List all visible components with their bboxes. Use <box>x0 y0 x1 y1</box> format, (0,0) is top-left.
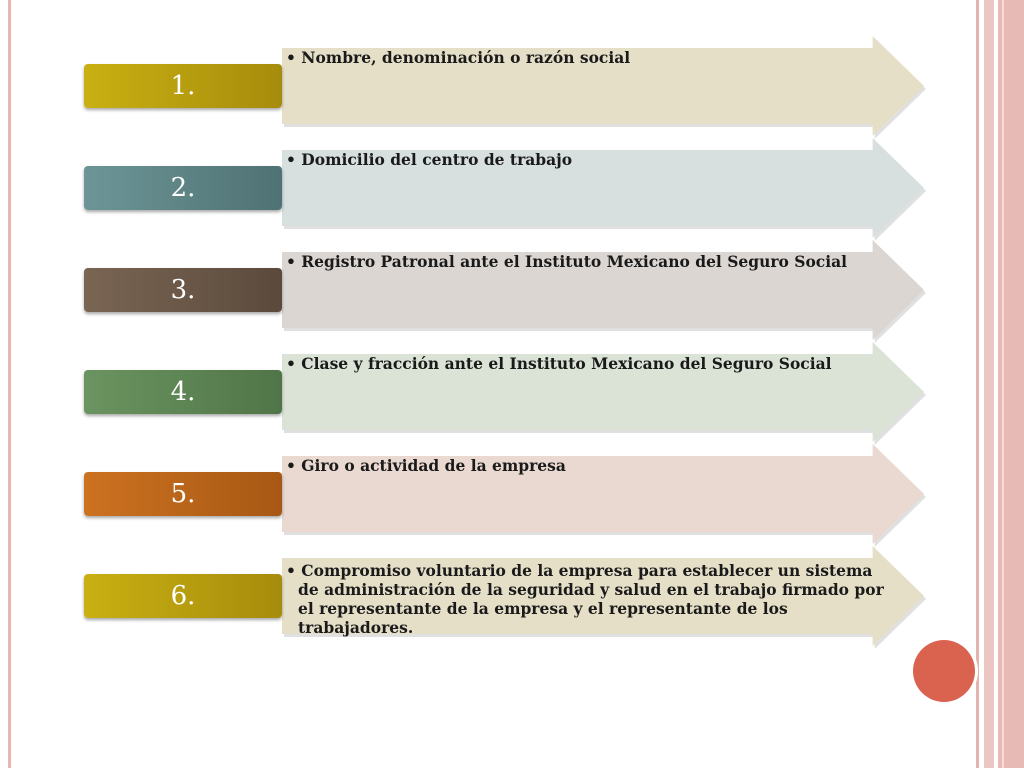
step-row <box>0 444 1024 544</box>
step-text: • Nombre, denominación o razón social <box>286 48 631 67</box>
step-number-tab: 6. <box>84 574 282 618</box>
step-number-tab: 3. <box>84 268 282 312</box>
decorative-circle <box>913 640 975 702</box>
step-row <box>0 546 1024 646</box>
step-number-tab: 5. <box>84 472 282 516</box>
step-number-tab: 1. <box>84 64 282 108</box>
step-text: • Registro Patronal ante el Instituto Mexicano del Seguro Social <box>286 252 848 271</box>
step-text: • Giro o actividad de la empresa <box>286 456 566 475</box>
step-number-tab: 2. <box>84 166 282 210</box>
step-number-tab: 4. <box>84 370 282 414</box>
step-row <box>0 342 1024 442</box>
step-text: • Compromiso voluntario de la empresa para establecer un sistema de administración de la seguridad y salud en el trabajo firmado por el representante de la empresa y el representante de los trabajadores. <box>286 561 884 637</box>
step-text: • Domicilio del centro de trabajo <box>286 150 573 169</box>
step-row <box>0 240 1024 340</box>
step-row <box>0 36 1024 136</box>
step-row <box>0 138 1024 238</box>
step-text: • Clase y fracción ante el Instituto Mexicano del Seguro Social <box>286 354 832 373</box>
